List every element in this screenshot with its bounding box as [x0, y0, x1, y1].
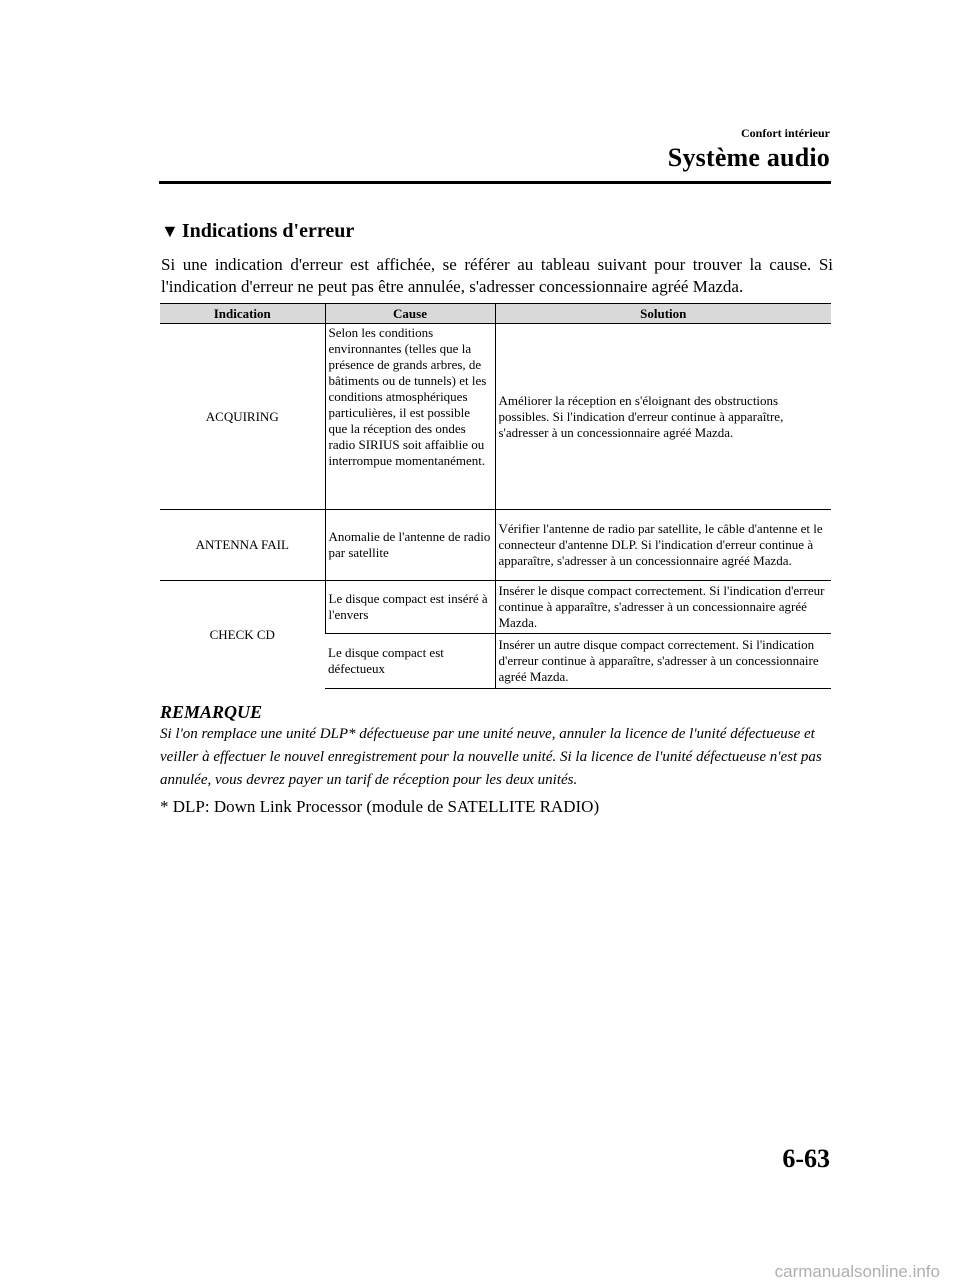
watermark: carmanualsonline.info: [774, 1262, 940, 1281]
table-row: [160, 510, 831, 581]
solution-cell: Améliorer la réception en s'éloignant des obstructions possibles. Si l'indication d'erreur continue à apparaître, s'adresser à un concessionnaire agréé Mazda.: [495, 324, 831, 510]
header-solution: Solution: [495, 304, 831, 324]
solution-cell: Vérifier l'antenne de radio par satellite, le câble d'antenne et le connecteur d'antenne DLP. Si l'indication d'erreur continue à apparaître, s'adresser à un concessionnaire agréé Mazda.: [495, 510, 831, 581]
table-row: [160, 581, 831, 634]
error-table: [160, 303, 831, 689]
solution-cell: Insérer le disque compact correctement. Si l'indication d'erreur continue à apparaître, s'adresser à un concessionnaire agréé Mazda.: [495, 581, 831, 634]
solution-cell: Insérer un autre disque compact correctement. Si l'indication d'erreur continue à apparaître, s'adresser à un concessionnaire agréé Mazda.: [495, 634, 831, 689]
cause-cell: Anomalie de l'antenne de radio par satellite: [325, 510, 495, 581]
indication-cell: ANTENNA FAIL: [160, 510, 325, 581]
page-title: Système audio: [667, 143, 830, 172]
intro-paragraph: Si une indication d'erreur est affichée, se référer au tableau suivant pour trouver la cause. Si l'indication d'erreur ne peut pas être annulée, s'adresser concessionnaire agréé Mazda.: [161, 255, 833, 296]
header-divider: [159, 181, 831, 184]
section-heading: [161, 220, 354, 243]
cause-cell: Le disque compact est inséré à l'envers: [325, 581, 495, 634]
cause-cell: Le disque compact est défectueux: [325, 634, 495, 689]
section-heading-text: Indications d'erreur: [181, 220, 355, 242]
indication-cell: CHECK CD: [160, 581, 325, 689]
triangle-down-icon: ▼: [161, 221, 179, 241]
cause-cell: Selon les conditions environnantes (telles que la présence de grands arbres, de bâtiments ou de tunnels) et les conditions atmosphériques particulières, il est possible que la réception des ondes radio SIRIUS soit affaiblie ou interrompue momentanément.: [325, 324, 495, 510]
table-header-row: [160, 304, 831, 324]
remark-title: REMARQUE: [160, 702, 263, 722]
table-row: [160, 324, 831, 510]
page-number: 6-63: [782, 1144, 830, 1173]
footnote: * DLP: Down Link Processor (module de SATELLITE RADIO): [160, 797, 600, 816]
remark-text: Si l'on remplace une unité DLP* défectueuse par une unité neuve, annuler la licence de l'unité défectueuse et veiller à effectuer le nouvel enregistrement pour la nouvelle unité. Si la licence de l'unité défectueuse n'est pas annulée, vous devrez payer un tarif de réception pour les deux unités.: [160, 726, 822, 788]
header-indication: Indication: [160, 304, 325, 324]
header-cause: Cause: [325, 304, 495, 324]
section-label: Confort intérieur: [741, 126, 830, 140]
indication-cell: ACQUIRING: [160, 324, 325, 510]
